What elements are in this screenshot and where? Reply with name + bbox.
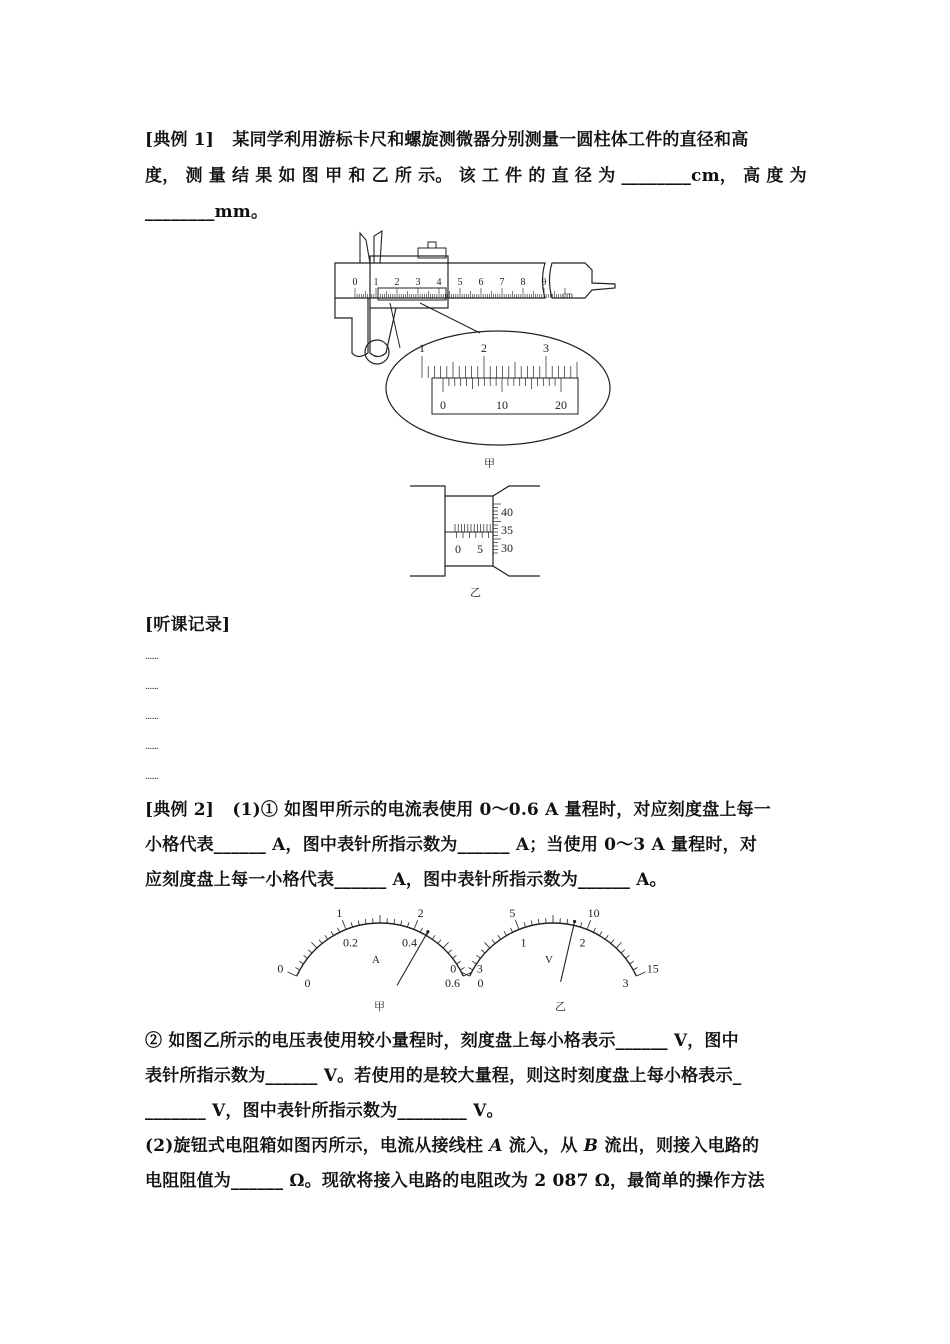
example1-line2-part: 度， bbox=[145, 166, 180, 186]
dial-tick bbox=[432, 935, 435, 939]
example1-line2-part: 甲 bbox=[325, 166, 343, 186]
dial-tick bbox=[407, 922, 408, 927]
part3-line2: 电阻阻值为______ Ω。现欲将接入电路的电阻改为 2 087 Ω，最简单的操作方法 bbox=[145, 1171, 765, 1191]
dial-tick bbox=[304, 955, 308, 958]
dial-inner-label: 3 bbox=[622, 976, 629, 991]
dial-tick bbox=[460, 967, 464, 969]
figure1-caption: 甲 bbox=[484, 457, 495, 470]
example1-line2-part: 结 bbox=[232, 166, 250, 186]
example2-line2: 小格代表______ A，图中表针所指示数为______ A；当使用 0～3 A 量程时，对 bbox=[145, 835, 758, 855]
dial-tick bbox=[414, 920, 418, 929]
caliper-unit: cm bbox=[562, 290, 573, 300]
vernier-caliper-figure bbox=[330, 228, 620, 448]
dial-tick bbox=[477, 955, 481, 958]
dial-outer-label: 5 bbox=[509, 905, 516, 920]
caliper-main-label: 1 bbox=[373, 277, 379, 288]
thimble-label: 35 bbox=[501, 523, 513, 537]
part3-text: 流入，从 bbox=[502, 1136, 584, 1156]
caliper-main-label: 8 bbox=[520, 277, 526, 288]
ammeter-dial bbox=[277, 906, 482, 990]
dial-tick bbox=[605, 935, 608, 939]
caliper-main-label: 5 bbox=[457, 277, 463, 288]
dial-inner-label: 0 bbox=[477, 976, 484, 991]
dial-tick bbox=[567, 919, 568, 924]
part2-line1: ② 如图乙所示的电压表使用较小量程时，刻度盘上每小格表示______ V，图中 bbox=[145, 1031, 739, 1051]
dial-tick bbox=[311, 942, 316, 948]
zoom-main-label: 2 bbox=[481, 341, 487, 355]
dial-tick bbox=[621, 950, 625, 953]
example1-line2-part: 该 bbox=[458, 166, 476, 186]
sleeve-label: 0 bbox=[455, 542, 461, 556]
example1-line2-part: 的 bbox=[528, 166, 546, 186]
dial-tick bbox=[394, 919, 395, 924]
zoom-vernier-label: 10 bbox=[496, 398, 508, 412]
zoom-main-ticks bbox=[422, 356, 577, 378]
caliper-main-label: 7 bbox=[499, 277, 505, 288]
caliper-main-label: 0 bbox=[352, 277, 358, 288]
sleeve-ticks bbox=[455, 524, 490, 538]
dial-outer-label: 2 bbox=[417, 905, 424, 920]
example2-text: (1)① 如图甲所示的电流表使用 0～0.6 A 量程时，对应刻度盘上每一 bbox=[232, 800, 771, 820]
dial-tick bbox=[633, 967, 637, 969]
dial-outer-label: 3 bbox=[476, 961, 483, 976]
caliper-main-label: 2 bbox=[394, 277, 400, 288]
dial-tick bbox=[587, 920, 591, 929]
caliper-main-label: 3 bbox=[415, 277, 421, 288]
zoom-main-label: 1 bbox=[419, 341, 425, 355]
dial-outer-label: 0 bbox=[277, 961, 284, 976]
dial-tick bbox=[457, 961, 461, 964]
example1-line1 bbox=[145, 125, 748, 150]
dial-unit: A bbox=[372, 954, 380, 966]
dial-tick bbox=[593, 928, 595, 932]
dial-tick bbox=[580, 922, 581, 927]
caliper-main-ticks bbox=[355, 288, 565, 298]
figure2-caption: 乙 bbox=[470, 586, 481, 599]
example2-line1 bbox=[145, 795, 771, 820]
dial-tick bbox=[481, 950, 485, 953]
meters-figure bbox=[277, 900, 670, 991]
dial-tick bbox=[420, 928, 422, 932]
dial-needle-tip bbox=[426, 930, 429, 933]
dial-tick bbox=[504, 931, 507, 935]
part2-line3: _______ V，图中表针所指示数为________ V。 bbox=[145, 1101, 504, 1121]
dial-outer-label: 1 bbox=[336, 905, 343, 920]
example1-line2-part: ________cm， bbox=[621, 166, 737, 186]
thimble-label: 40 bbox=[501, 505, 513, 519]
thimble-ticks bbox=[493, 504, 501, 553]
example1-line2-part: 测 bbox=[185, 166, 203, 186]
dial-tick bbox=[358, 920, 359, 925]
example1-line2-part: 度 bbox=[766, 166, 784, 186]
dial-tick bbox=[331, 931, 334, 935]
dial-tick bbox=[351, 922, 352, 927]
dial-tick bbox=[492, 940, 495, 944]
dial-tick bbox=[630, 961, 634, 964]
dial-tick bbox=[636, 972, 645, 976]
dial-tick bbox=[288, 972, 297, 976]
dial-tick bbox=[443, 942, 448, 948]
example1-line2-part: 果 bbox=[255, 166, 273, 186]
ammeter-caption: 甲 bbox=[374, 1000, 385, 1013]
example1-line2-part: 工 bbox=[481, 166, 500, 186]
dial-inner-label: 2 bbox=[579, 935, 586, 950]
dial-inner-label: 1 bbox=[520, 935, 527, 950]
example1-tag: [典例 1] bbox=[145, 130, 215, 150]
thimble-label: 30 bbox=[501, 541, 513, 555]
dial-arc bbox=[470, 923, 637, 976]
dial-outer-label: 0 bbox=[450, 961, 457, 976]
dial-tick bbox=[531, 920, 532, 925]
dial-inner-label: 0.4 bbox=[402, 935, 418, 950]
zoom-vernier-ticks bbox=[443, 378, 561, 392]
voltmeter-dial bbox=[450, 906, 658, 990]
example1-line2-part: 图 bbox=[301, 166, 319, 186]
micrometer-figure bbox=[405, 482, 545, 582]
note-line: ....... bbox=[145, 652, 159, 662]
dial-inner-label: 0 bbox=[304, 976, 311, 991]
note-line: ....... bbox=[145, 742, 159, 752]
dial-arc bbox=[297, 923, 464, 976]
terminal-a: A bbox=[489, 1136, 503, 1156]
note-line: ....... bbox=[145, 772, 159, 782]
caliper-main-labels bbox=[353, 277, 547, 288]
caliper-main-label: 4 bbox=[436, 277, 442, 288]
zoom-vernier-label: 20 bbox=[555, 398, 567, 412]
example1-line2-part: 如 bbox=[278, 166, 296, 186]
dial-needle-tip bbox=[573, 920, 576, 923]
dial-tick bbox=[510, 928, 512, 932]
dial-tick bbox=[468, 967, 472, 969]
example1-line2-part: 为 bbox=[598, 166, 616, 186]
example2-tag: [典例 2] bbox=[145, 800, 215, 820]
voltmeter-caption: 乙 bbox=[555, 1000, 566, 1013]
example1-line2-part: 量 bbox=[208, 166, 226, 186]
example1-line2-part: 示。 bbox=[418, 166, 453, 186]
dial-tick bbox=[308, 950, 312, 953]
dial-tick bbox=[452, 955, 456, 958]
dial-unit: V bbox=[545, 954, 553, 966]
dial-tick bbox=[448, 950, 452, 953]
dial-tick bbox=[515, 920, 519, 929]
dial-tick bbox=[438, 940, 441, 944]
dial-tick bbox=[319, 940, 322, 944]
dial-tick bbox=[299, 961, 303, 964]
part3-text: 流出，则接入电路的 bbox=[598, 1136, 760, 1156]
thimble-labels bbox=[501, 505, 513, 555]
dial-tick bbox=[295, 967, 299, 969]
notes-heading: [听课记录] bbox=[145, 615, 231, 635]
sleeve-label: 5 bbox=[477, 542, 483, 556]
dial-tick bbox=[599, 931, 602, 935]
dial-tick bbox=[365, 919, 366, 924]
dial-tick bbox=[625, 955, 629, 958]
caliper-main-label: 9 bbox=[541, 277, 547, 288]
example1-line2 bbox=[145, 161, 807, 186]
note-line: ....... bbox=[145, 682, 159, 692]
dial-tick bbox=[401, 920, 402, 925]
dial-inner-label: 0.6 bbox=[445, 976, 461, 991]
example1-line2-part: 高 bbox=[743, 166, 761, 186]
example1-line2-part: 件 bbox=[505, 166, 523, 186]
zoom-main-labels bbox=[419, 341, 549, 355]
example2-line3: 应刻度盘上每一小格代表______ A，图中表针所指示数为______ A。 bbox=[145, 870, 667, 890]
note-line: ....... bbox=[145, 712, 159, 722]
part2-line2: 表针所指示数为______ V。若使用的是较大量程，则这时刻度盘上每小格表示_ bbox=[145, 1066, 742, 1086]
dial-tick bbox=[498, 935, 501, 939]
dial-tick bbox=[342, 920, 346, 929]
dial-inner-label: 0.2 bbox=[342, 935, 358, 950]
example1-text: 某同学利用游标卡尺和螺旋测微器分别测量一圆柱体工件的直径和高 bbox=[232, 130, 749, 150]
example1-line2-part: 和 bbox=[348, 166, 366, 186]
example1-line2-part: 为 bbox=[789, 166, 807, 186]
dial-tick bbox=[538, 919, 539, 924]
example1-line3: ________mm。 bbox=[145, 202, 269, 222]
dial-tick bbox=[611, 940, 614, 944]
dial-tick bbox=[524, 922, 525, 927]
dial-tick bbox=[337, 928, 339, 932]
caliper-main-label: 6 bbox=[478, 277, 484, 288]
zoom-vernier-label: 0 bbox=[440, 398, 446, 412]
zoom-vernier-labels bbox=[440, 398, 567, 412]
terminal-b: B bbox=[583, 1136, 599, 1156]
part3-line1 bbox=[145, 1131, 759, 1156]
dial-tick bbox=[325, 935, 328, 939]
dial-tick bbox=[484, 942, 489, 948]
dial-tick bbox=[616, 942, 621, 948]
example1-line2-part: 直 bbox=[551, 166, 569, 186]
sleeve-labels bbox=[455, 542, 483, 556]
example1-line2-part: 乙 bbox=[371, 166, 389, 186]
dial-needle bbox=[561, 921, 575, 981]
part3-text: (2)旋钮式电阻箱如图丙所示，电流从接线柱 bbox=[145, 1136, 490, 1156]
example1-line2-part: 所 bbox=[394, 166, 413, 186]
dial-outer-label: 15 bbox=[646, 961, 659, 976]
example1-line2-part: 径 bbox=[574, 166, 593, 186]
dial-outer-label: 10 bbox=[587, 905, 600, 920]
zoom-main-label: 3 bbox=[543, 341, 549, 355]
